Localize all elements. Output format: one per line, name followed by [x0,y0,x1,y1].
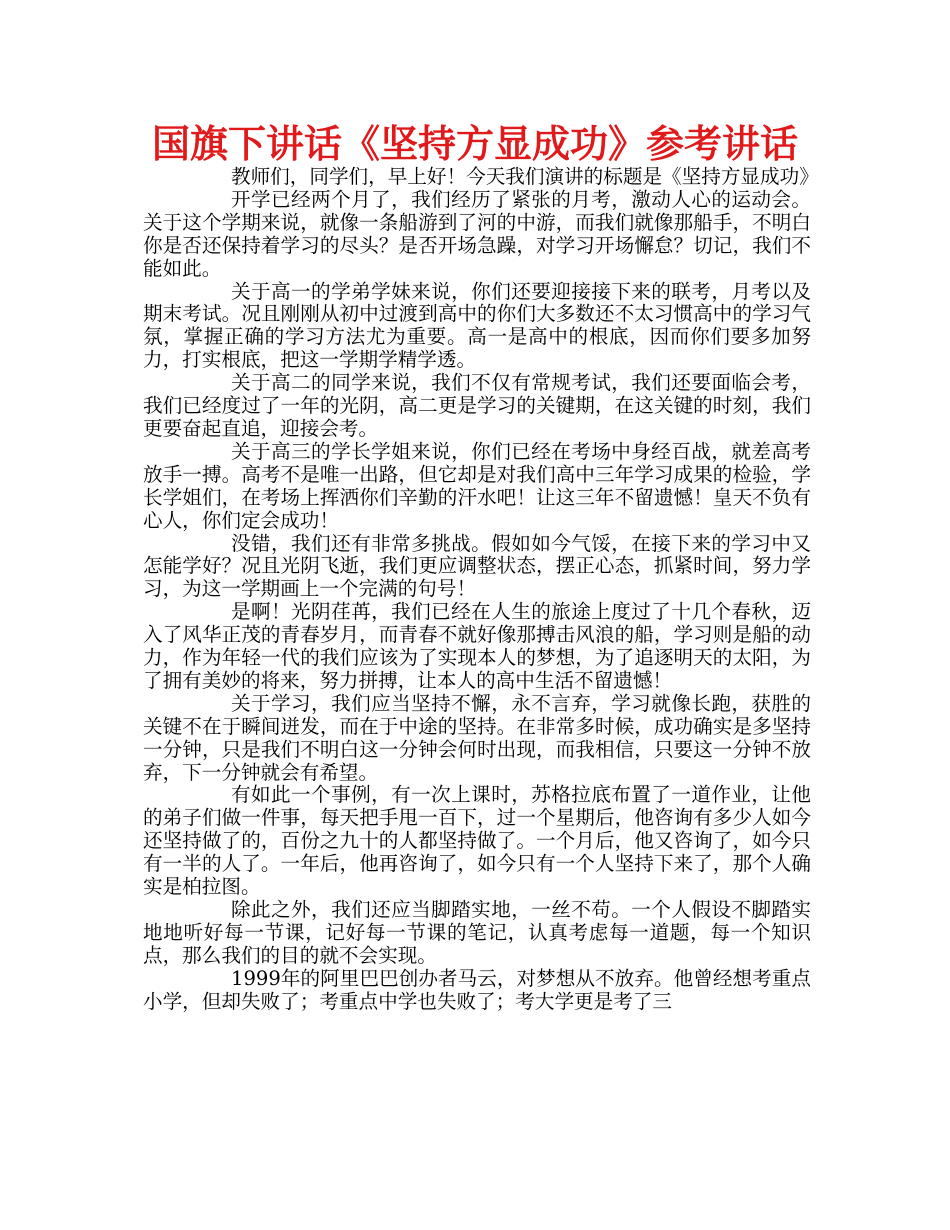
paragraph: 关于高三的学长学姐来说，你们已经在考场中身经百战，就差高考放手一搏。高考不是唯一出路，但它却是对我们高中三年学习成果的检验，学长学姐们，在考场上挥洒你们辛勤的汗水吧！让这三年不留遗憾！皇天不负有心人，你们定会成功！ [143,439,811,532]
document-body [143,165,819,1014]
paragraph: 是啊！光阴荏苒，我们已经在人生的旅途上度过了十几个春秋，迈入了风华正茂的青春岁月，而青春不就好像那搏击风浪的船，学习则是船的动力，作为年轻一代的我们应该为了实现本人的梦想，为了追逐明天的太阳，为了拥有美妙的将来，努力拼搏，让本人的高中生活不留遗憾！ [143,600,811,692]
paragraph: 除此之外，我们还应当脚踏实地，一丝不苟。一个人假设不脚踏实地地听好每一节课，记好每一节课的笔记，认真考虑每一道题，每一个知识点，那么我们的目的就不会实现。 [143,898,811,967]
paragraph: 关于高一的学弟学妹来说，你们还要迎接接下来的联考，月考以及期末考试。况且刚刚从初中过渡到高中的你们大多数还不太习惯高中的学习气氛，掌握正确的学习方法尤为重要。高一是高中的根底，因而你们要多加努力，打实根底，把这一学期学精学透。 [143,279,811,372]
paragraph: 关于高二的同学来说，我们不仅有常规考试，我们还要面临会考，我们已经度过了一年的光阴，高二更是学习的关键期，在这关键的时刻，我们更要奋起直追，迎接会考。 [143,371,811,440]
paragraph: 有如此一个事例，有一次上课时，苏格拉底布置了一道作业，让他的弟子们做一件事，每天把手甩一百下，过一个星期后，他咨询有多少人如今还坚持做了的，百份之九十的人都坚持做了。一个月后，他又咨询了，如今只有一半的人了。一年后，他再咨询了，如今只有一个人坚持下来了，那个人确实是柏拉图。 [143,783,811,899]
paragraph: 教师们，同学们，早上好！今天我们演讲的标题是《坚持方显成功》 [231,165,819,188]
document-title: 国旗下讲话《坚持方显成功》参考讲话 [151,122,798,166]
paragraph: 开学已经两个月了，我们经历了紧张的月考，激动人心的运动会。关于这个学期来说，就像一条船游到了河的中游，而我们就像那船手，不明白你是否还保持着学习的尽头？是否开场急躁，对学习开场懈怠？切记，我们不能如此。 [143,187,811,280]
paragraph: 1999年的阿里巴巴创办者马云，对梦想从不放弃。他曾经想考重点小学，但却失败了；考重点中学也失败了；考大学更是考了三 [143,966,811,1013]
paragraph: 没错，我们还有非常多挑战。假如如今气馁，在接下来的学习中又怎能学好？况且光阴飞逝，我们更应调整状态，摆正心态，抓紧时间，努力学习，为这一学期画上一个完满的句号！ [143,531,811,601]
paragraph: 关于学习，我们应当坚持不懈，永不言弃，学习就像长跑，获胜的关键不在于瞬间迸发，而在于中途的坚持。在非常多时候，成功确实是多坚持一分钟，只是我们不明白这一分钟会何时出现，而我相信，只要这一分钟不放弃，下一分钟就会有希望。 [143,691,811,784]
